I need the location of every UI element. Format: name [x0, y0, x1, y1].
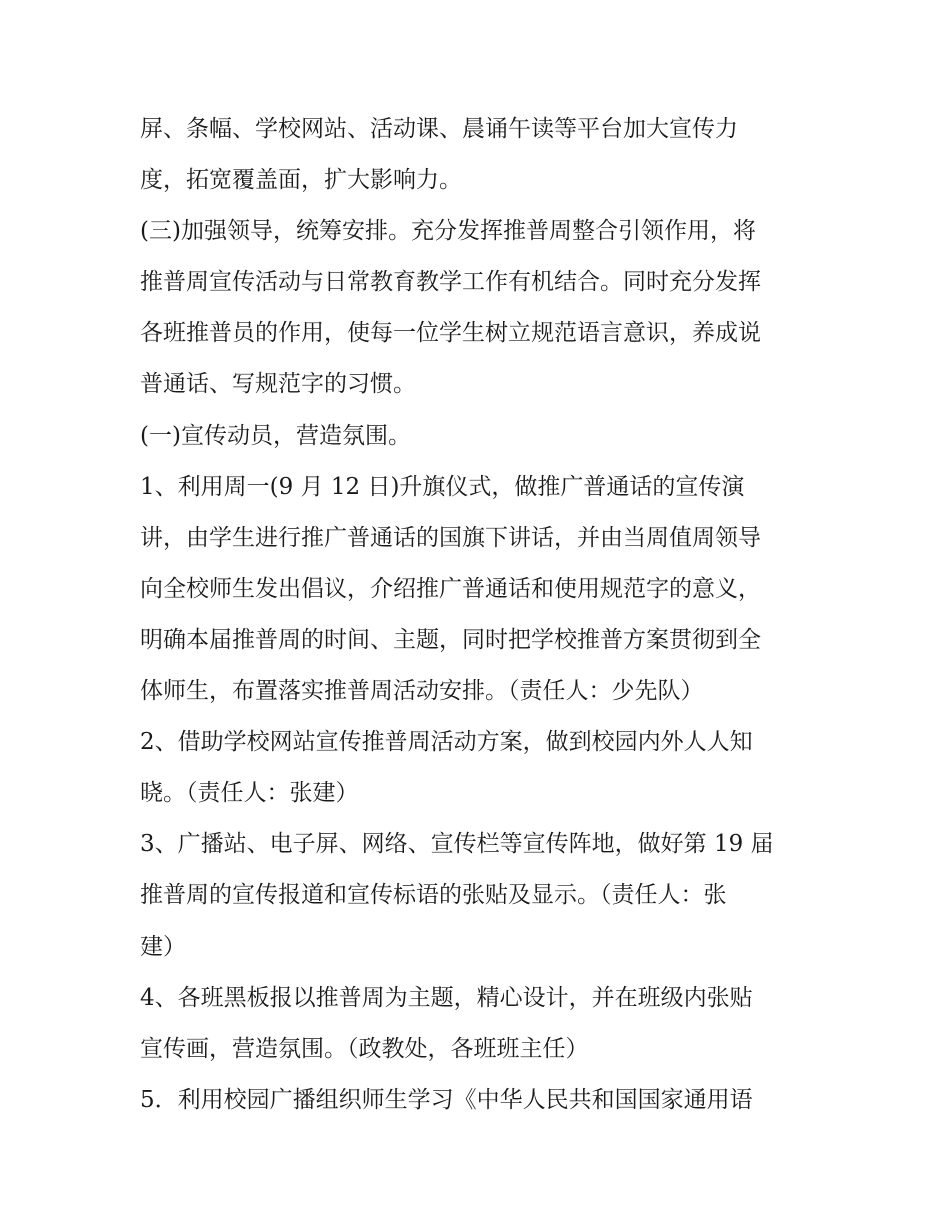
text-line: 5．利用校园广播组织师生学习《中华人民共和国国家通用语 — [140, 1086, 753, 1113]
text-line: 2、借助学校网站宣传推普周活动方案，做到校园内外人人知 — [140, 729, 753, 756]
text-line: 体师生，布置落实推普周活动安排。（责任人：少先队） — [140, 678, 704, 705]
text-line: (一)宣传动员，营造氛围。 — [140, 422, 411, 449]
text-line: 各班推普员的作用，使每一位学生树立规范语言意识，养成说 — [140, 320, 761, 347]
text-line: 3、广播站、电子屏、网络、宣传栏等宣传阵地，做好第 19 届 — [140, 831, 774, 858]
document-body — [140, 104, 820, 1126]
text-line: 普通话、写规范字的习惯。 — [140, 371, 416, 398]
text-line: 建） — [140, 933, 186, 960]
text-line: (三)加强领导，统筹安排。充分发挥推普周整合引领作用，将 — [140, 218, 756, 245]
text-line: 讲，由学生进行推广普通话的国旗下讲话，并由当周值周领导 — [140, 524, 761, 551]
text-line: 明确本届推普周的时间、主题，同时把学校推普方案贯彻到全 — [140, 626, 761, 653]
text-line: 向全校师生发出倡议，介绍推广普通话和使用规范字的意义， — [140, 575, 761, 602]
text-line: 4、各班黑板报以推普周为主题，精心设计，并在班级内张贴 — [140, 984, 753, 1011]
text-line: 晓。（责任人：张建） — [140, 780, 359, 807]
text-line: 宣传画，营造氛围。（政教处，各班班主任） — [140, 1035, 589, 1062]
text-line: 屏、条幅、学校网站、活动课、晨诵午读等平台加大宣传力 — [140, 116, 738, 142]
text-line: 度，拓宽覆盖面，扩大影响力。 — [140, 167, 462, 194]
text-line: 推普周宣传活动与日常教育教学工作有机结合。同时充分发挥 — [140, 269, 761, 296]
text-line: 推普周的宣传报道和宣传标语的张贴及显示。（责任人：张 — [140, 882, 727, 909]
text-line: 1、利用周一(9 月 12 日)升旗仪式，做推广普通话的宣传演 — [140, 473, 745, 500]
